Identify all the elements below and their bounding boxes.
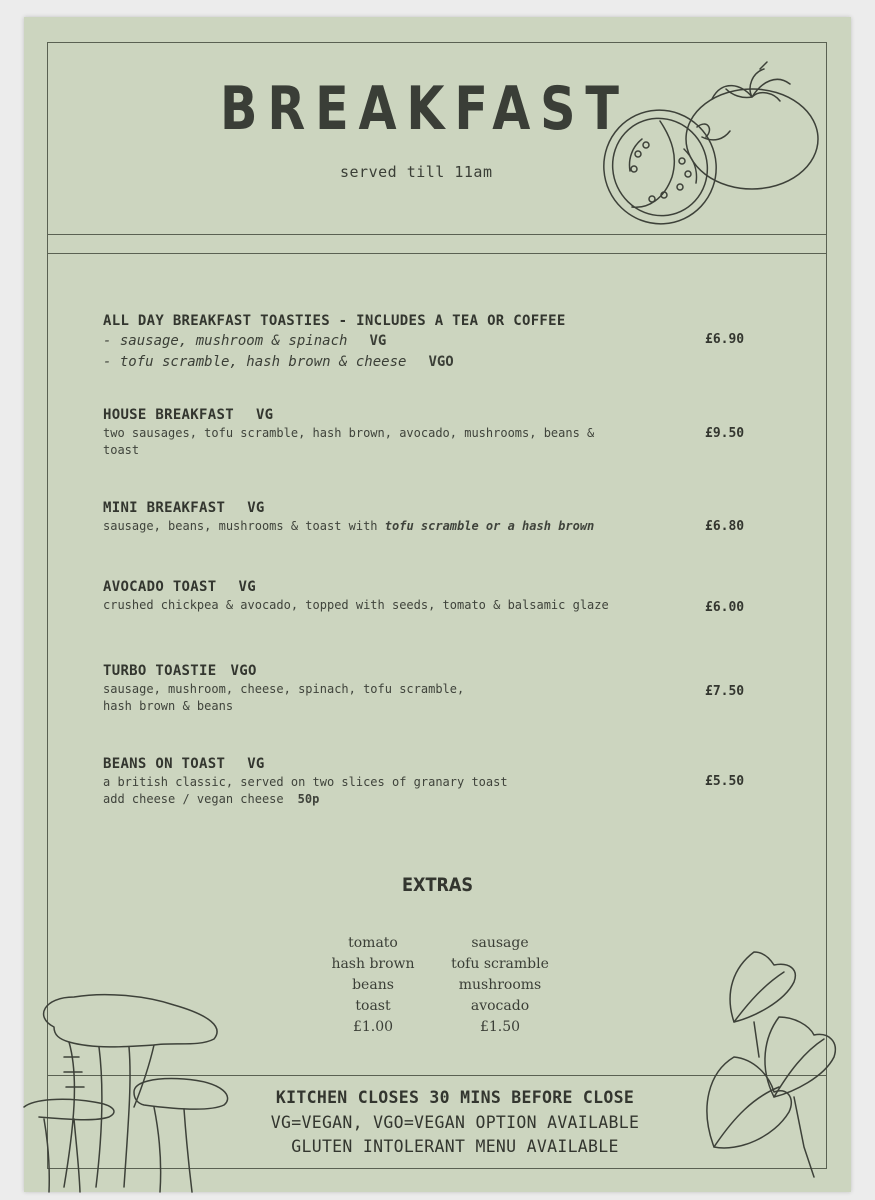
extras-title: EXTRAS bbox=[401, 874, 474, 896]
item-name-text: BEANS ON TOAST bbox=[103, 756, 226, 772]
header-divider-bottom bbox=[47, 253, 827, 254]
item-price: £5.50 bbox=[705, 774, 745, 789]
extras-column-2 bbox=[440, 933, 560, 1038]
description-text: add cheese / vegan cheese bbox=[103, 792, 284, 806]
extras-column-1 bbox=[313, 933, 433, 1038]
item-name-text: MINI BREAKFAST bbox=[103, 500, 226, 516]
diet-tag: VG bbox=[247, 500, 265, 516]
description-emphasis: tofu scramble or a hash brown bbox=[384, 519, 595, 533]
item-name-text: HOUSE BREAKFAST bbox=[103, 407, 234, 423]
diet-tag: VG bbox=[247, 756, 265, 772]
diet-tag: VG bbox=[369, 333, 387, 349]
footer-legend: VG=VEGAN, VGO=VEGAN OPTION AVAILABLE bbox=[270, 1113, 640, 1132]
item-description: a british classic, served on two slices of granary toast bbox=[103, 775, 508, 789]
menu-item-mini-breakfast bbox=[103, 498, 703, 535]
item-name bbox=[103, 498, 703, 518]
item-price: £6.80 bbox=[705, 519, 745, 534]
diet-tag: VGO bbox=[428, 354, 454, 370]
menu-item-avocado-toast bbox=[103, 577, 703, 614]
item-description bbox=[103, 518, 703, 535]
item-description: two sausages, tofu scramble, hash brown, avocado, mushrooms, beans & bbox=[103, 426, 595, 440]
item-description bbox=[103, 791, 663, 808]
extra-price: £1.50 bbox=[479, 1019, 521, 1035]
footer-kitchen-notice: KITCHEN CLOSES 30 MINS BEFORE CLOSE bbox=[275, 1088, 635, 1107]
item-price: £7.50 bbox=[705, 684, 745, 699]
item-name bbox=[103, 754, 663, 774]
addon-price: 50p bbox=[297, 792, 320, 806]
item-description: sausage, mushroom, cheese, spinach, tofu scramble, bbox=[103, 682, 465, 696]
extra-item: tofu scramble bbox=[451, 956, 549, 972]
menu-item-toasties bbox=[103, 311, 663, 373]
item-price: £6.00 bbox=[705, 600, 745, 615]
item-option bbox=[103, 352, 663, 373]
menu-item-beans-on-toast bbox=[103, 754, 663, 808]
item-name bbox=[103, 405, 663, 425]
item-description: hash brown & beans bbox=[103, 699, 234, 713]
item-name-text: TURBO TOASTIE bbox=[103, 663, 217, 679]
extra-item: tomato bbox=[348, 935, 398, 951]
item-price: £9.50 bbox=[705, 426, 745, 441]
header-divider-top bbox=[47, 234, 827, 235]
footer-gluten-notice: GLUTEN INTOLERANT MENU AVAILABLE bbox=[291, 1137, 619, 1156]
item-name bbox=[103, 661, 663, 681]
description-text: sausage, beans, mushrooms & toast with bbox=[103, 519, 385, 533]
diet-tag: VG bbox=[238, 579, 256, 595]
extra-price: £1.00 bbox=[352, 1019, 394, 1035]
tomato-icon bbox=[602, 59, 822, 229]
item-name-text: AVOCADO TOAST bbox=[103, 579, 217, 595]
item-option bbox=[103, 331, 663, 352]
item-price: £6.90 bbox=[705, 332, 745, 347]
extra-item: toast bbox=[355, 998, 391, 1014]
menu-item-house-breakfast bbox=[103, 405, 663, 459]
diet-tag: VG bbox=[255, 407, 274, 423]
item-name: ALL DAY BREAKFAST TOASTIES - INCLUDES A TEA OR COFFEE bbox=[103, 313, 566, 329]
page-title: BREAKFAST bbox=[220, 74, 629, 144]
option-text: - sausage, mushroom & spinach bbox=[103, 333, 348, 349]
extra-item: sausage bbox=[471, 935, 529, 951]
diet-tag: VGO bbox=[230, 663, 257, 679]
menu-sheet bbox=[24, 17, 851, 1192]
item-description: crushed chickpea & avocado, topped with seeds, tomato & balsamic glaze bbox=[103, 598, 609, 612]
menu-item-turbo-toastie bbox=[103, 661, 663, 715]
extra-item: hash brown bbox=[331, 956, 415, 972]
extra-item: mushrooms bbox=[458, 977, 542, 993]
extra-item: beans bbox=[352, 977, 394, 993]
item-name bbox=[103, 577, 703, 597]
page-subtitle: served till 11am bbox=[340, 163, 493, 181]
item-description: toast bbox=[103, 443, 140, 457]
extra-item: avocado bbox=[470, 998, 530, 1014]
option-text: - tofu scramble, hash brown & cheese bbox=[103, 354, 407, 370]
